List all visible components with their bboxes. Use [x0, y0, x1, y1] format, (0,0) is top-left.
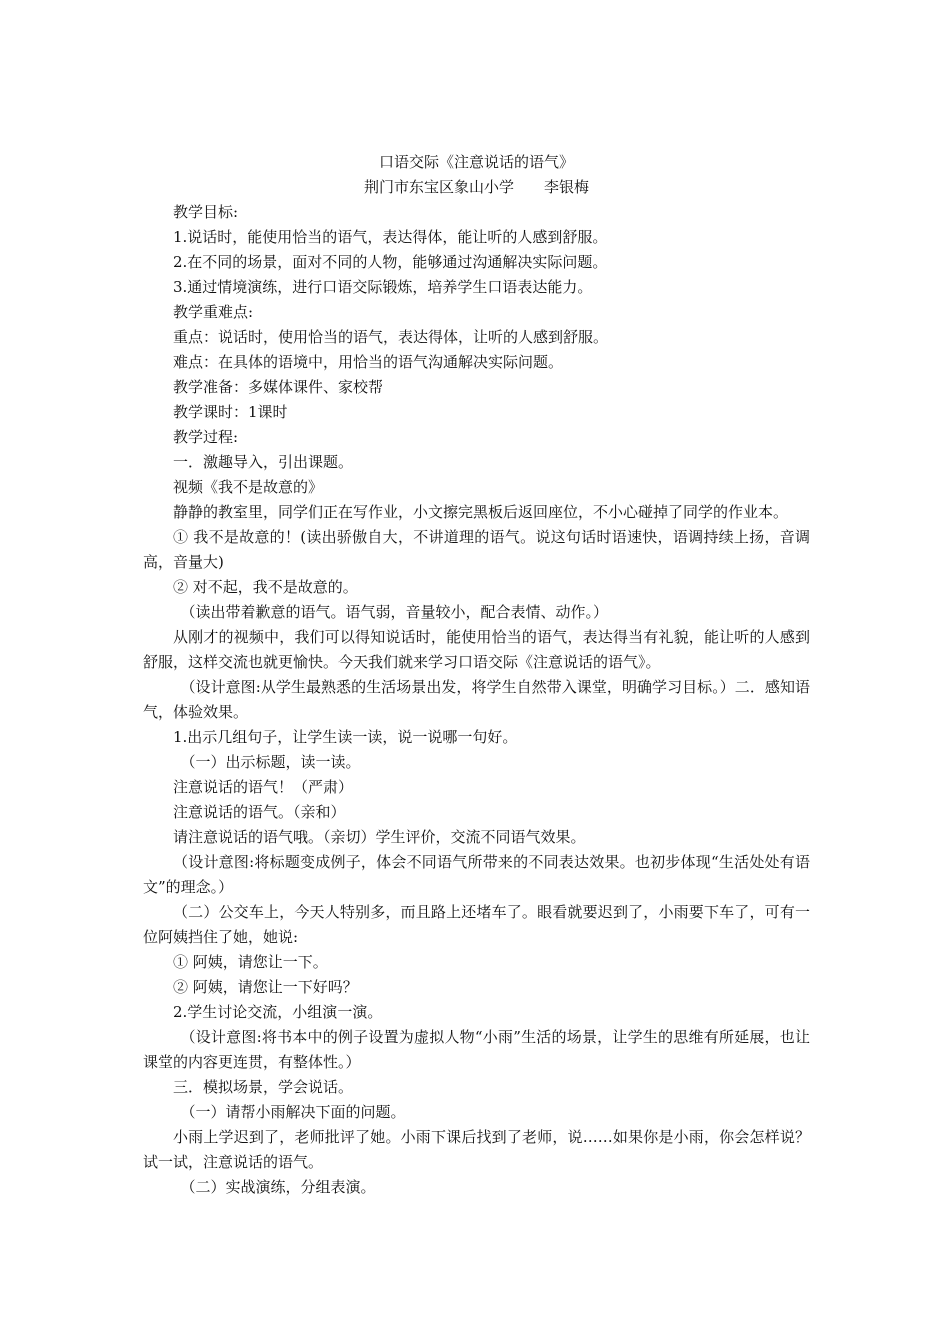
paragraph: 教学过程: [173, 428, 239, 446]
paragraph: 从刚才的视频中，我们可以得知说话时，能使用恰当的语气，表达得当有礼貌，能让听的人感到舒服，这样交流也就更愉快。今天我们就来学习口语交际《注意说话的语气》。 [143, 628, 810, 671]
paragraph: ① 阿姨，请您让一下。 [173, 953, 328, 971]
paragraph: 一．激趣导入，引出课题。 [173, 453, 354, 471]
paragraph: 3.通过情境演练，进行口语交际锻炼，培养学生口语表达能力。 [173, 278, 593, 296]
paragraph: 2.在不同的场景，面对不同的人物，能够通过沟通解决实际问题。 [173, 253, 608, 271]
paragraph: 教学准备：多媒体课件、家校帮 [173, 378, 384, 396]
paragraph: 请注意说话的语气哦。（亲切）学生评价，交流不同语气效果。 [173, 828, 586, 846]
paragraph: 注意说话的语气！（严肃） [173, 778, 354, 796]
paragraph: 注意说话的语气。（亲和） [173, 803, 346, 821]
paragraph: 小雨上学迟到了，老师批评了她。小雨下课后找到了老师，说……如果你是小雨，你会怎样说？试一试，注意说话的语气。 [143, 1128, 810, 1171]
school-name: 荆门市东宝区象山小学 [363, 178, 514, 196]
byline [143, 175, 810, 200]
paragraph: ② 对不起，我不是故意的。 [173, 578, 358, 596]
paragraph: 教学重难点: [173, 303, 254, 321]
paragraph: 2.学生讨论交流，小组演一演。 [173, 1003, 383, 1021]
paragraph: ② 阿姨，请您让一下好吗？ [173, 978, 358, 996]
paragraph: 静静的教室里，同学们正在写作业，小文擦完黑板后返回座位，不小心碰掉了同学的作业本。 [173, 503, 789, 521]
document-title: 口语交际《注意说话的语气》 [378, 153, 574, 171]
paragraph: （设计意图:将书本中的例子设置为虚拟人物“小雨”生活的场景，让学生的思维有所延展，也让课堂的内容更连贯，有整体性。） [143, 1028, 810, 1071]
paragraph: （设计意图:从学生最熟悉的生活场景出发，将学生自然带入课堂，明确学习目标。）二．感知语气，体验效果。 [143, 678, 810, 721]
author-name: 李银梅 [544, 178, 590, 196]
paragraph: （一）出示标题，读一读。 [180, 753, 361, 771]
paragraph: （二）实战演练，分组表演。 [180, 1178, 376, 1196]
paragraph: ① 我不是故意的！(读出骄傲自大，不讲道理的语气。说这句话时语速快，语调持续上扬，音调高，音量大) [143, 528, 810, 571]
paragraph: 重点：说话时，使用恰当的语气，表达得体，让听的人感到舒服。 [173, 328, 609, 346]
paragraph: 教学课时：1课时 [173, 403, 288, 421]
paragraph: 1.说话时，能使用恰当的语气，表达得体，能让听的人感到舒服。 [173, 228, 608, 246]
paragraph: 难点：在具体的语境中，用恰当的语气沟通解决实际问题。 [173, 353, 564, 371]
paragraph: 三．模拟场景，学会说话。 [173, 1078, 354, 1096]
document-body [143, 150, 810, 1200]
paragraph: （读出带着歉意的语气。语气弱，音量较小，配合表情、动作。） [180, 603, 609, 621]
paragraph: （二）公交车上，今天人特别多，而且路上还堵车了。眼看就要迟到了，小雨要下车了，可有一位阿姨挡住了她，她说: [143, 903, 810, 946]
paragraph: 教学目标: [173, 203, 239, 221]
paragraph: （一）请帮小雨解决下面的问题。 [180, 1103, 406, 1121]
paragraph: 视频《我不是故意的》 [173, 478, 324, 496]
paragraph: 1.出示几组句子，让学生读一读，说一说哪一句好。 [173, 728, 518, 746]
paragraph: （设计意图:将标题变成例子，体会不同语气所带来的不同表达效果。也初步体现“生活处处有语文”的理念。） [143, 853, 810, 896]
